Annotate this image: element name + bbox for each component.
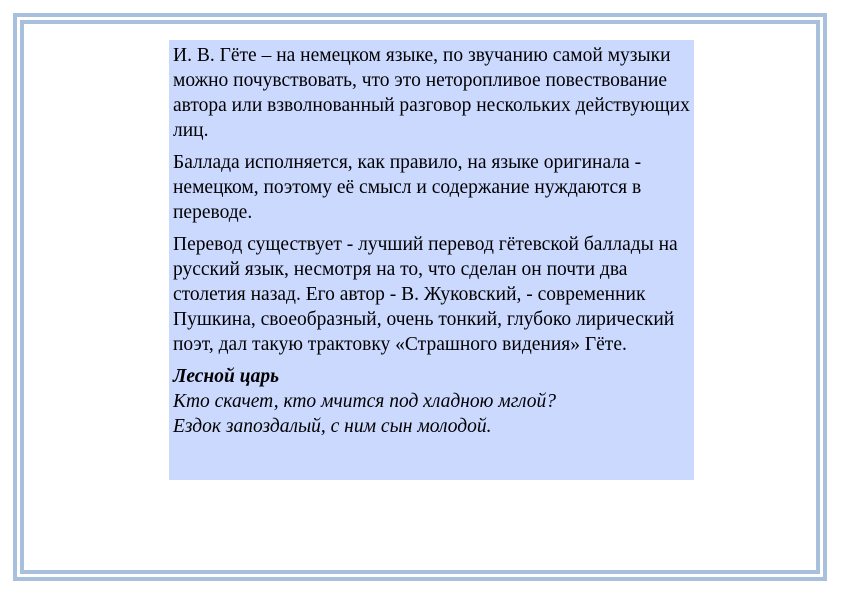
poem-line: Кто скачет, кто мчится под хладною мглой? [173, 391, 557, 412]
poem-excerpt [173, 364, 690, 439]
paragraph-language: Баллада исполняется, как правило, на языке оригинала - немецком, поэтому её смысл и содержание нуждаются в переводе. [173, 152, 642, 223]
paragraph-intro: И. В. Гёте – на немецком языке, по звучанию самой музыки можно почувствовать, что это неторопливое повествование автора или взволнованный разговор нескольких действующих лиц. [173, 45, 690, 141]
poem-title: Лесной царь [173, 366, 279, 387]
text-box [169, 40, 694, 480]
poem-line: Ездок запоздалый, с ним сын молодой. [173, 416, 492, 437]
paragraph-translation: Перевод существует - лучший перевод гётевской баллады на русский язык, несмотря на то, что сделан он почти два столетия назад. Его автор - В. Жуковский, - современник Пушкина, своеобразный, очень тонкий, глубоко лирический поэт, дал такую трактовку «Страшного видения» Гёте. [173, 234, 678, 355]
